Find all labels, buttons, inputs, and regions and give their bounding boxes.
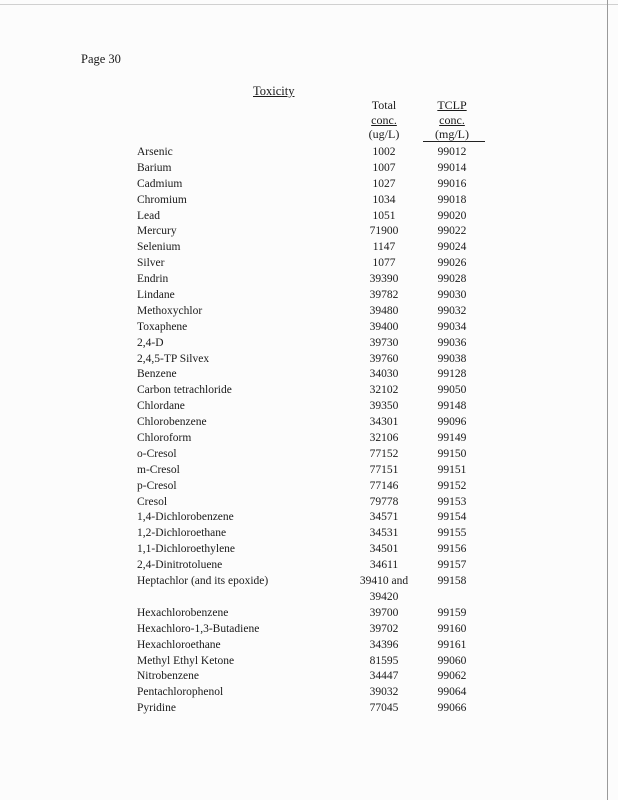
table-row: [0, 463, 618, 479]
total-conc-code: 1027: [372, 177, 396, 190]
total-conc-code: 39400: [369, 320, 399, 333]
header-tclp-line1: TCLP: [437, 98, 467, 112]
table-row: [0, 256, 618, 272]
table-row: [0, 558, 618, 574]
tclp-conc-code: 99024: [437, 241, 467, 254]
total-conc-code: 77151: [369, 463, 399, 476]
contaminant-name: 1,2-Dichloroethane: [137, 527, 227, 540]
tclp-conc-code: 99012: [437, 146, 467, 158]
table-row: [0, 431, 618, 447]
contaminant-name: Silver: [137, 257, 165, 270]
tclp-conc-code: 99014: [437, 161, 467, 174]
tclp-conc-code: 99160: [437, 622, 467, 635]
table-row: [0, 685, 618, 701]
contaminant-name: Chromium: [137, 193, 187, 206]
tclp-conc-code: 99155: [437, 527, 467, 540]
table-row: [0, 240, 618, 256]
tclp-conc-code: 99096: [437, 416, 467, 429]
total-conc-code: 79778: [369, 495, 399, 508]
contaminant-name: 1,1-Dichloroethylene: [137, 543, 236, 556]
table-row: [0, 654, 618, 670]
total-conc-code: 39782: [369, 289, 399, 302]
total-conc-code: 39480: [369, 304, 399, 317]
total-conc-code: 34571: [369, 511, 399, 524]
contaminant-name: Mercury: [137, 225, 177, 238]
contaminant-name: 1,4-Dichlorobenzene: [137, 511, 234, 524]
tclp-conc-code: 99060: [437, 654, 467, 667]
contaminant-name: Methoxychlor: [137, 304, 203, 317]
table-row: [0, 415, 618, 431]
contaminant-name: Cresol: [137, 495, 168, 508]
contaminant-name: Benzene: [137, 368, 177, 381]
tclp-conc-code: 99158: [437, 575, 467, 588]
column-header-total: [352, 98, 416, 142]
table-row: [0, 177, 618, 193]
tclp-conc-code: 99028: [437, 273, 467, 286]
total-conc-code: 34301: [369, 416, 399, 429]
contaminant-name: Endrin: [137, 273, 169, 286]
table-row: [0, 638, 618, 654]
table-row: [0, 161, 618, 177]
total-conc-code: 1002: [372, 146, 396, 158]
total-conc-code: 39702: [369, 622, 399, 635]
total-conc-code: 1077: [372, 257, 396, 270]
table-row: [0, 542, 618, 558]
tclp-conc-code: 99034: [437, 320, 467, 333]
contaminant-name: Methyl Ethyl Ketone: [137, 654, 235, 667]
total-conc-code: 34611: [369, 559, 399, 572]
total-conc-code: 39700: [369, 606, 399, 619]
contaminant-name: Hexachlorobenzene: [137, 606, 229, 619]
total-conc-code: 1034: [372, 193, 396, 206]
total-conc-code: 34030: [369, 368, 399, 381]
total-conc-code: 77146: [369, 479, 399, 492]
header-tclp-line3: (mg/L): [435, 127, 469, 141]
contaminant-name: Barium: [137, 161, 172, 174]
table-row: [0, 399, 618, 415]
table-row: [0, 272, 618, 288]
contaminant-name: Pentachlorophenol: [137, 686, 224, 699]
tclp-conc-code: 99154: [437, 511, 467, 524]
total-conc-code: 1007: [372, 161, 396, 174]
contaminant-name: m-Cresol: [137, 463, 180, 476]
tclp-conc-code: 99062: [437, 670, 467, 683]
table-row: [0, 367, 618, 383]
table-row: [0, 304, 618, 320]
tclp-conc-code: 99150: [437, 447, 467, 460]
contaminant-name: 2,4-D: [137, 336, 164, 349]
table-row: [0, 383, 618, 399]
table-title: Toxicity: [253, 84, 295, 98]
tclp-conc-code: 99036: [437, 336, 467, 349]
total-conc-code: 77152: [369, 447, 399, 460]
contaminant-name: Hexachloro-1,3-Butadiene: [137, 622, 260, 635]
contaminant-name: Heptachlor (and its epoxide): [137, 575, 269, 588]
table-row: [0, 447, 618, 463]
contaminant-name: Toxaphene: [137, 320, 188, 333]
contaminant-name: Chlorobenzene: [137, 416, 207, 429]
contaminant-name: Chlordane: [137, 400, 185, 413]
table-row: [0, 352, 618, 368]
tclp-conc-code: 99016: [437, 177, 467, 190]
table-row: [0, 701, 618, 717]
total-conc-code: 71900: [369, 225, 399, 238]
tclp-conc-code: 99148: [437, 400, 467, 413]
table-row: [0, 193, 618, 209]
table-row: [0, 622, 618, 638]
contaminant-name: 2,4,5-TP Silvex: [137, 352, 210, 365]
tclp-conc-code: 99030: [437, 289, 467, 302]
contaminant-name: o-Cresol: [137, 447, 177, 460]
page-number: Page 30: [81, 52, 121, 66]
total-conc-code: 39032: [369, 686, 399, 699]
tclp-conc-code: 99032: [437, 304, 467, 317]
table-row: [0, 606, 618, 622]
total-conc-code: 1147: [372, 241, 396, 254]
contaminant-name: Lindane: [137, 289, 175, 302]
contaminant-name: Hexachloroethane: [137, 638, 221, 651]
header-total-line3: (ug/L): [368, 127, 400, 141]
total-conc-code: 77045: [369, 702, 399, 715]
tclp-conc-code: 99128: [437, 368, 467, 381]
tclp-conc-code: 99020: [437, 209, 467, 222]
tclp-conc-code: 99159: [437, 606, 467, 619]
total-conc-code: 34501: [369, 543, 399, 556]
toxicity-table-body: [0, 145, 618, 717]
total-conc-code: 34531: [369, 527, 399, 540]
column-header-tclp: [420, 98, 484, 142]
tclp-conc-code: 99152: [437, 479, 467, 492]
contaminant-name: Lead: [137, 209, 160, 222]
contaminant-name: Nitrobenzene: [137, 670, 199, 683]
total-conc-code: 81595: [369, 654, 399, 667]
tclp-conc-code: 99026: [437, 257, 467, 270]
table-row: [0, 336, 618, 352]
tclp-conc-code: 99161: [437, 638, 467, 651]
table-row: [0, 320, 618, 336]
header-rule: [423, 141, 485, 142]
header-total-line1: Total: [371, 98, 397, 112]
tclp-conc-code: 99156: [437, 543, 467, 556]
contaminant-name: p-Cresol: [137, 479, 177, 492]
contaminant-name: 2,4-Dinitrotoluene: [137, 559, 223, 572]
table-row: [0, 288, 618, 304]
tclp-conc-code: 99050: [437, 384, 467, 397]
total-conc-code: 39390: [369, 273, 399, 286]
tclp-conc-code: 99022: [437, 225, 467, 238]
table-row: [0, 669, 618, 685]
tclp-conc-code: 99038: [437, 352, 467, 365]
contaminant-name: Carbon tetrachloride: [137, 384, 232, 397]
total-conc-code: 39350: [369, 400, 399, 413]
total-conc-code: 1051: [372, 209, 396, 222]
table-row: [0, 479, 618, 495]
header-tclp-line2: conc.: [439, 112, 465, 127]
contaminant-name: Arsenic: [137, 146, 173, 158]
contaminant-name: Cadmium: [137, 177, 183, 190]
total-conc-code: 32102: [369, 384, 399, 397]
total-conc-code: 32106: [369, 432, 399, 445]
tclp-conc-code: 99018: [437, 193, 467, 206]
tclp-conc-code: 99151: [437, 463, 467, 476]
tclp-conc-code: 99064: [437, 686, 467, 699]
contaminant-name: Chloroform: [137, 432, 192, 445]
contaminant-name: Selenium: [137, 241, 181, 254]
table-row: [0, 574, 618, 606]
tclp-conc-code: 99149: [437, 432, 467, 445]
tclp-conc-code: 99157: [437, 559, 467, 572]
total-conc-code: 34396: [369, 638, 399, 651]
total-conc-code: 34447: [369, 670, 399, 683]
table-row: [0, 224, 618, 240]
total-conc-code: 39760: [369, 352, 399, 365]
table-row: [0, 145, 618, 161]
tclp-conc-code: 99066: [437, 702, 467, 715]
tclp-conc-code: 99153: [437, 495, 467, 508]
table-row: [0, 209, 618, 225]
table-row: [0, 495, 618, 511]
header-total-line2: conc.: [371, 112, 397, 127]
total-conc-code: 39730: [369, 336, 399, 349]
table-row: [0, 526, 618, 542]
table-row: [0, 510, 618, 526]
total-conc-code: 39410 and 39420: [359, 575, 409, 603]
contaminant-name: Pyridine: [137, 702, 176, 715]
scan-edge-top: [0, 4, 618, 5]
